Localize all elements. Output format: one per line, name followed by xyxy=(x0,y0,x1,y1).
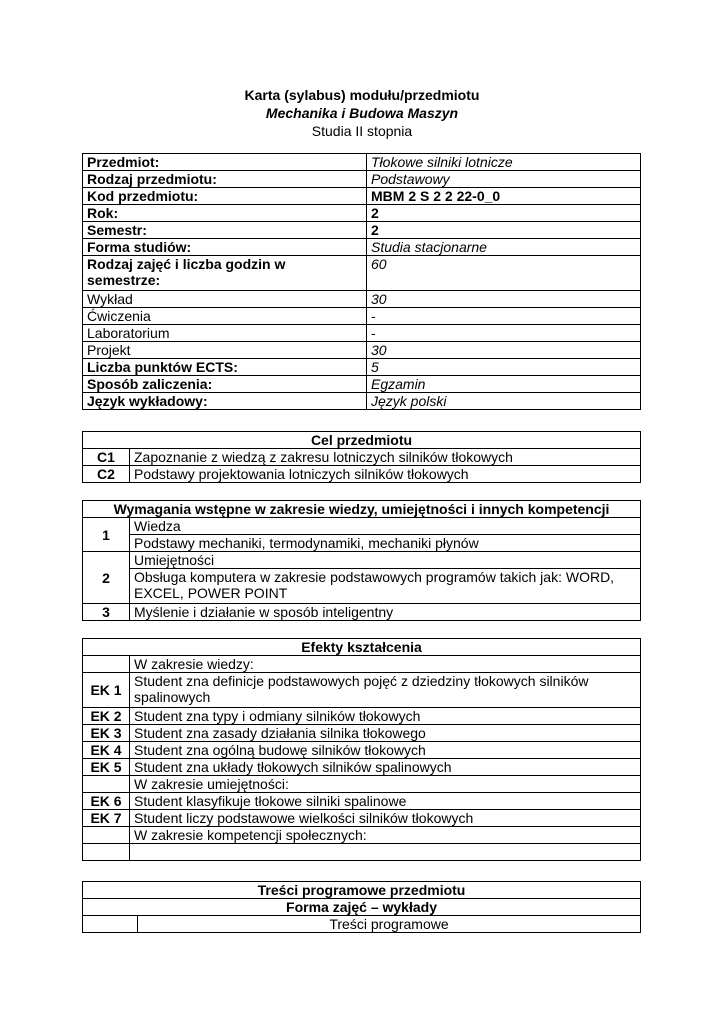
info-label: Sposób zaliczenia: xyxy=(83,376,367,393)
document-header xyxy=(0,86,724,140)
requirement-row xyxy=(83,518,641,535)
outcome-text: Student zna ogólną budowę silników tłokowych xyxy=(130,742,641,759)
info-row xyxy=(83,291,641,308)
info-label: Forma studiów: xyxy=(83,239,367,256)
info-value: 30 xyxy=(367,291,641,308)
outcomes-table xyxy=(82,638,641,861)
info-row xyxy=(83,239,641,256)
info-row xyxy=(83,308,641,325)
info-row xyxy=(83,205,641,222)
info-row xyxy=(83,154,641,171)
requirement-row xyxy=(83,604,641,621)
info-label: Liczba punktów ECTS: xyxy=(83,359,367,376)
outcome-row xyxy=(83,759,641,776)
doc-title: Karta (sylabus) modułu/przedmiotu xyxy=(244,87,480,103)
info-value: 5 xyxy=(367,359,641,376)
course-info-table xyxy=(82,153,641,410)
outcome-row xyxy=(83,793,641,810)
info-label: Semestr: xyxy=(83,222,367,239)
outcome-subheader: W zakresie umiejętności: xyxy=(130,776,641,793)
goals-table xyxy=(82,431,641,483)
outcome-text: Student klasyfikuje tłokowe silniki spalinowe xyxy=(130,793,641,810)
outcome-text: Student zna typy i odmiany silników tłokowych xyxy=(130,708,641,725)
info-value: - xyxy=(367,308,641,325)
info-row xyxy=(83,393,641,410)
info-row xyxy=(83,171,641,188)
info-row xyxy=(83,222,641,239)
outcomes-title: Efekty kształcenia xyxy=(83,639,641,656)
outcome-code: EK 3 xyxy=(83,725,130,742)
requirement-number: 3 xyxy=(83,604,130,621)
goals-title: Cel przedmiotu xyxy=(83,432,641,449)
requirement-subheader: Umiejętności xyxy=(130,552,641,569)
outcome-code: EK 2 xyxy=(83,708,130,725)
goal-code: C2 xyxy=(83,466,130,483)
requirement-row xyxy=(83,535,641,552)
info-value: 2 xyxy=(367,222,641,239)
info-label: Rodzaj przedmiotu: xyxy=(83,171,367,188)
doc-major: Mechanika i Budowa Maszyn xyxy=(265,105,459,121)
outcome-text: Student zna zasady działania silnika tłokowego xyxy=(130,725,641,742)
requirements-table xyxy=(82,500,641,621)
info-value: Język polski xyxy=(367,393,641,410)
outcome-row xyxy=(83,810,641,827)
content-table xyxy=(82,881,641,933)
info-value: 60 xyxy=(367,256,641,291)
info-row xyxy=(83,342,641,359)
goal-text: Podstawy projektowania lotniczych silników tłokowych xyxy=(130,466,641,483)
requirement-row xyxy=(83,569,641,604)
content-column-header: Treści programowe xyxy=(138,916,641,933)
requirements-title: Wymagania wstępne w zakresie wiedzy, umiejętności i innych kompetencji xyxy=(83,501,641,518)
outcome-text: Student zna układy tłokowych silników spalinowych xyxy=(130,759,641,776)
info-label: Kod przedmiotu: xyxy=(83,188,367,205)
info-label: Rodzaj zajęć i liczba godzin w semestrze: xyxy=(83,256,367,291)
outcome-row xyxy=(83,742,641,759)
outcome-text: Student zna definicje podstawowych pojęć z dziedziny tłokowych silników spalinowych xyxy=(130,673,641,708)
outcome-subheader-row xyxy=(83,776,641,793)
info-label: Przedmiot: xyxy=(83,154,367,171)
requirement-row xyxy=(83,552,641,569)
info-value: Tłokowe silniki lotnicze xyxy=(367,154,641,171)
info-value: Podstawowy xyxy=(367,171,641,188)
info-value: 2 xyxy=(367,205,641,222)
requirement-number: 2 xyxy=(83,552,130,604)
info-row xyxy=(83,359,641,376)
requirement-text: Myślenie i działanie w sposób inteligentny xyxy=(130,604,641,621)
info-row xyxy=(83,188,641,205)
info-label: Rok: xyxy=(83,205,367,222)
outcome-empty-row xyxy=(83,844,641,861)
info-row xyxy=(83,376,641,393)
info-label: Laboratorium xyxy=(83,325,367,342)
info-value: MBM 2 S 2 2 22-0_0 xyxy=(367,188,641,205)
info-label: Ćwiczenia xyxy=(83,308,367,325)
info-value: Egzamin xyxy=(367,376,641,393)
outcome-row xyxy=(83,708,641,725)
outcome-subheader-row xyxy=(83,656,641,673)
outcome-subheader: W zakresie kompetencji społecznych: xyxy=(130,827,641,844)
outcome-code: EK 6 xyxy=(83,793,130,810)
requirement-subheader: Wiedza xyxy=(130,518,641,535)
goal-code: C1 xyxy=(83,449,130,466)
info-label: Język wykładowy: xyxy=(83,393,367,410)
info-value: Studia stacjonarne xyxy=(367,239,641,256)
content-title: Treści programowe przedmiotu xyxy=(83,882,641,899)
requirement-text: Obsługa komputera w zakresie podstawowych programów takich jak: WORD, EXCEL, POWER POINT xyxy=(130,569,641,604)
goal-row xyxy=(83,449,641,466)
info-value: 30 xyxy=(367,342,641,359)
outcome-code: EK 1 xyxy=(83,673,130,708)
outcome-text: Student liczy podstawowe wielkości silników tłokowych xyxy=(130,810,641,827)
requirement-number: 1 xyxy=(83,518,130,552)
info-label: Wykład xyxy=(83,291,367,308)
info-row xyxy=(83,325,641,342)
info-label: Projekt xyxy=(83,342,367,359)
info-value: - xyxy=(367,325,641,342)
outcome-subheader-row xyxy=(83,827,641,844)
outcome-row xyxy=(83,725,641,742)
goal-row xyxy=(83,466,641,483)
info-row xyxy=(83,256,641,291)
outcome-code: EK 5 xyxy=(83,759,130,776)
outcome-row xyxy=(83,673,641,708)
doc-level: Studia II stopnia xyxy=(311,123,413,139)
requirement-text: Podstawy mechaniki, termodynamiki, mechaniki płynów xyxy=(130,535,641,552)
outcome-code: EK 4 xyxy=(83,742,130,759)
content-subtitle: Forma zajęć – wykłady xyxy=(83,899,641,916)
outcome-code: EK 7 xyxy=(83,810,130,827)
outcome-subheader: W zakresie wiedzy: xyxy=(130,656,641,673)
goal-text: Zapoznanie z wiedzą z zakresu lotniczych silników tłokowych xyxy=(130,449,641,466)
